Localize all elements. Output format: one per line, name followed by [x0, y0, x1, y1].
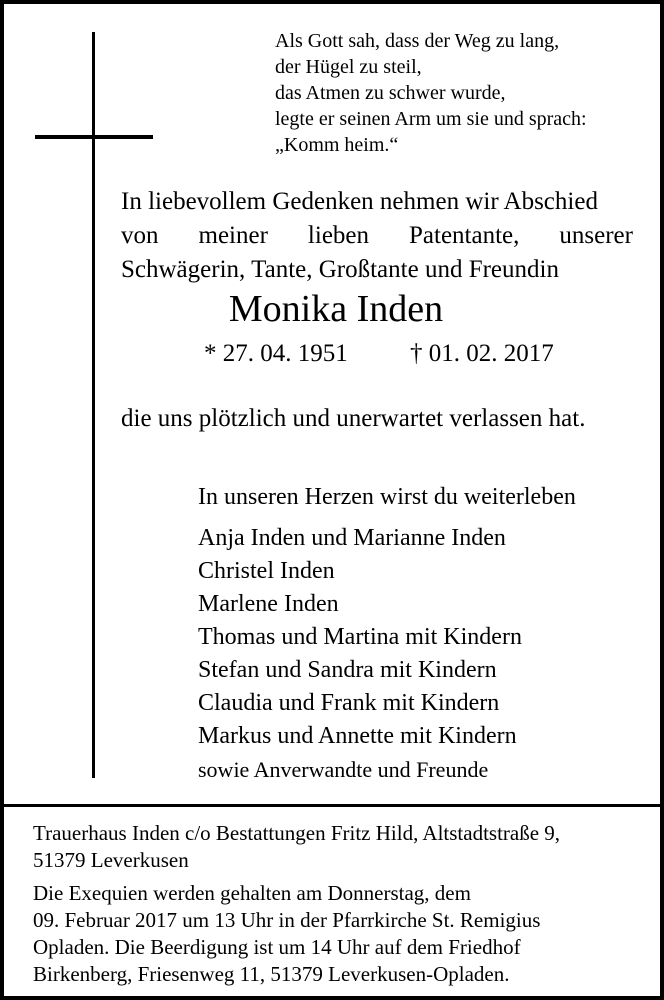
divider	[4, 804, 660, 807]
service-line: Die Exequien werden gehalten am Donnerstag, dem	[33, 881, 471, 905]
service-details	[33, 880, 540, 988]
mourning-house-address	[33, 820, 560, 874]
mourner-item: Marlene Inden	[198, 591, 339, 617]
mourners-list	[198, 522, 522, 786]
poem-line: legte er seinen Arm um sie und sprach:	[275, 108, 587, 130]
mourner-item: Anja Inden und Marianne Inden	[198, 525, 506, 551]
cross-icon-vertical-bar	[92, 32, 95, 778]
intro-word: Patentante,	[409, 222, 520, 249]
mourner-item: sowie Anverwandte und Freunde	[198, 757, 489, 782]
poem-line: Als Gott sah, dass der Weg zu lang,	[275, 30, 560, 52]
address-line: 51379 Leverkusen	[33, 848, 189, 872]
intro-line-2	[121, 219, 633, 253]
intro-paragraph	[121, 185, 633, 287]
service-line: Opladen. Die Beerdigung ist um 14 Uhr auf dem Friedhof	[33, 935, 521, 959]
intro-word: meiner	[198, 222, 268, 249]
life-dates	[204, 338, 554, 370]
intro-line-1: In liebevollem Gedenken nehmen wir Abschied	[121, 188, 598, 215]
mourner-item: Stefan und Sandra mit Kindern	[198, 657, 497, 683]
poem-line: „Komm heim.“	[275, 134, 399, 156]
cross-icon-horizontal-bar	[35, 135, 153, 139]
mourner-item: Christel Inden	[198, 558, 335, 584]
birth-date: * 27. 04. 1951	[204, 340, 348, 367]
intro-line-3: Schwägerin, Tante, Großtante und Freundin	[121, 256, 559, 283]
poem	[275, 28, 587, 158]
mourner-item: Claudia und Frank mit Kindern	[198, 690, 500, 716]
death-date: † 01. 02. 2017	[410, 340, 554, 367]
mourner-item: Thomas und Martina mit Kindern	[198, 624, 522, 650]
departure-line: die uns plötzlich und unerwartet verlassen hat.	[121, 405, 586, 432]
intro-word: lieben	[307, 222, 370, 249]
deceased-name: Monika Inden	[228, 288, 444, 330]
service-line: 09. Februar 2017 um 13 Uhr in der Pfarrkirche St. Remigius	[33, 908, 541, 932]
address-line: Trauerhaus Inden c/o Bestattungen Fritz Hild, Altstadtstraße 9,	[33, 821, 561, 845]
intro-word: von	[121, 222, 159, 249]
service-line: Birkenberg, Friesenweg 11, 51379 Leverkusen-Opladen.	[33, 962, 510, 986]
poem-line: der Hügel zu steil,	[275, 56, 422, 78]
hearts-line: In unseren Herzen wirst du weiterleben	[198, 484, 576, 510]
poem-line: das Atmen zu schwer wurde,	[275, 82, 506, 104]
intro-word: unserer	[559, 222, 633, 249]
mourner-item: Markus und Annette mit Kindern	[198, 723, 517, 749]
